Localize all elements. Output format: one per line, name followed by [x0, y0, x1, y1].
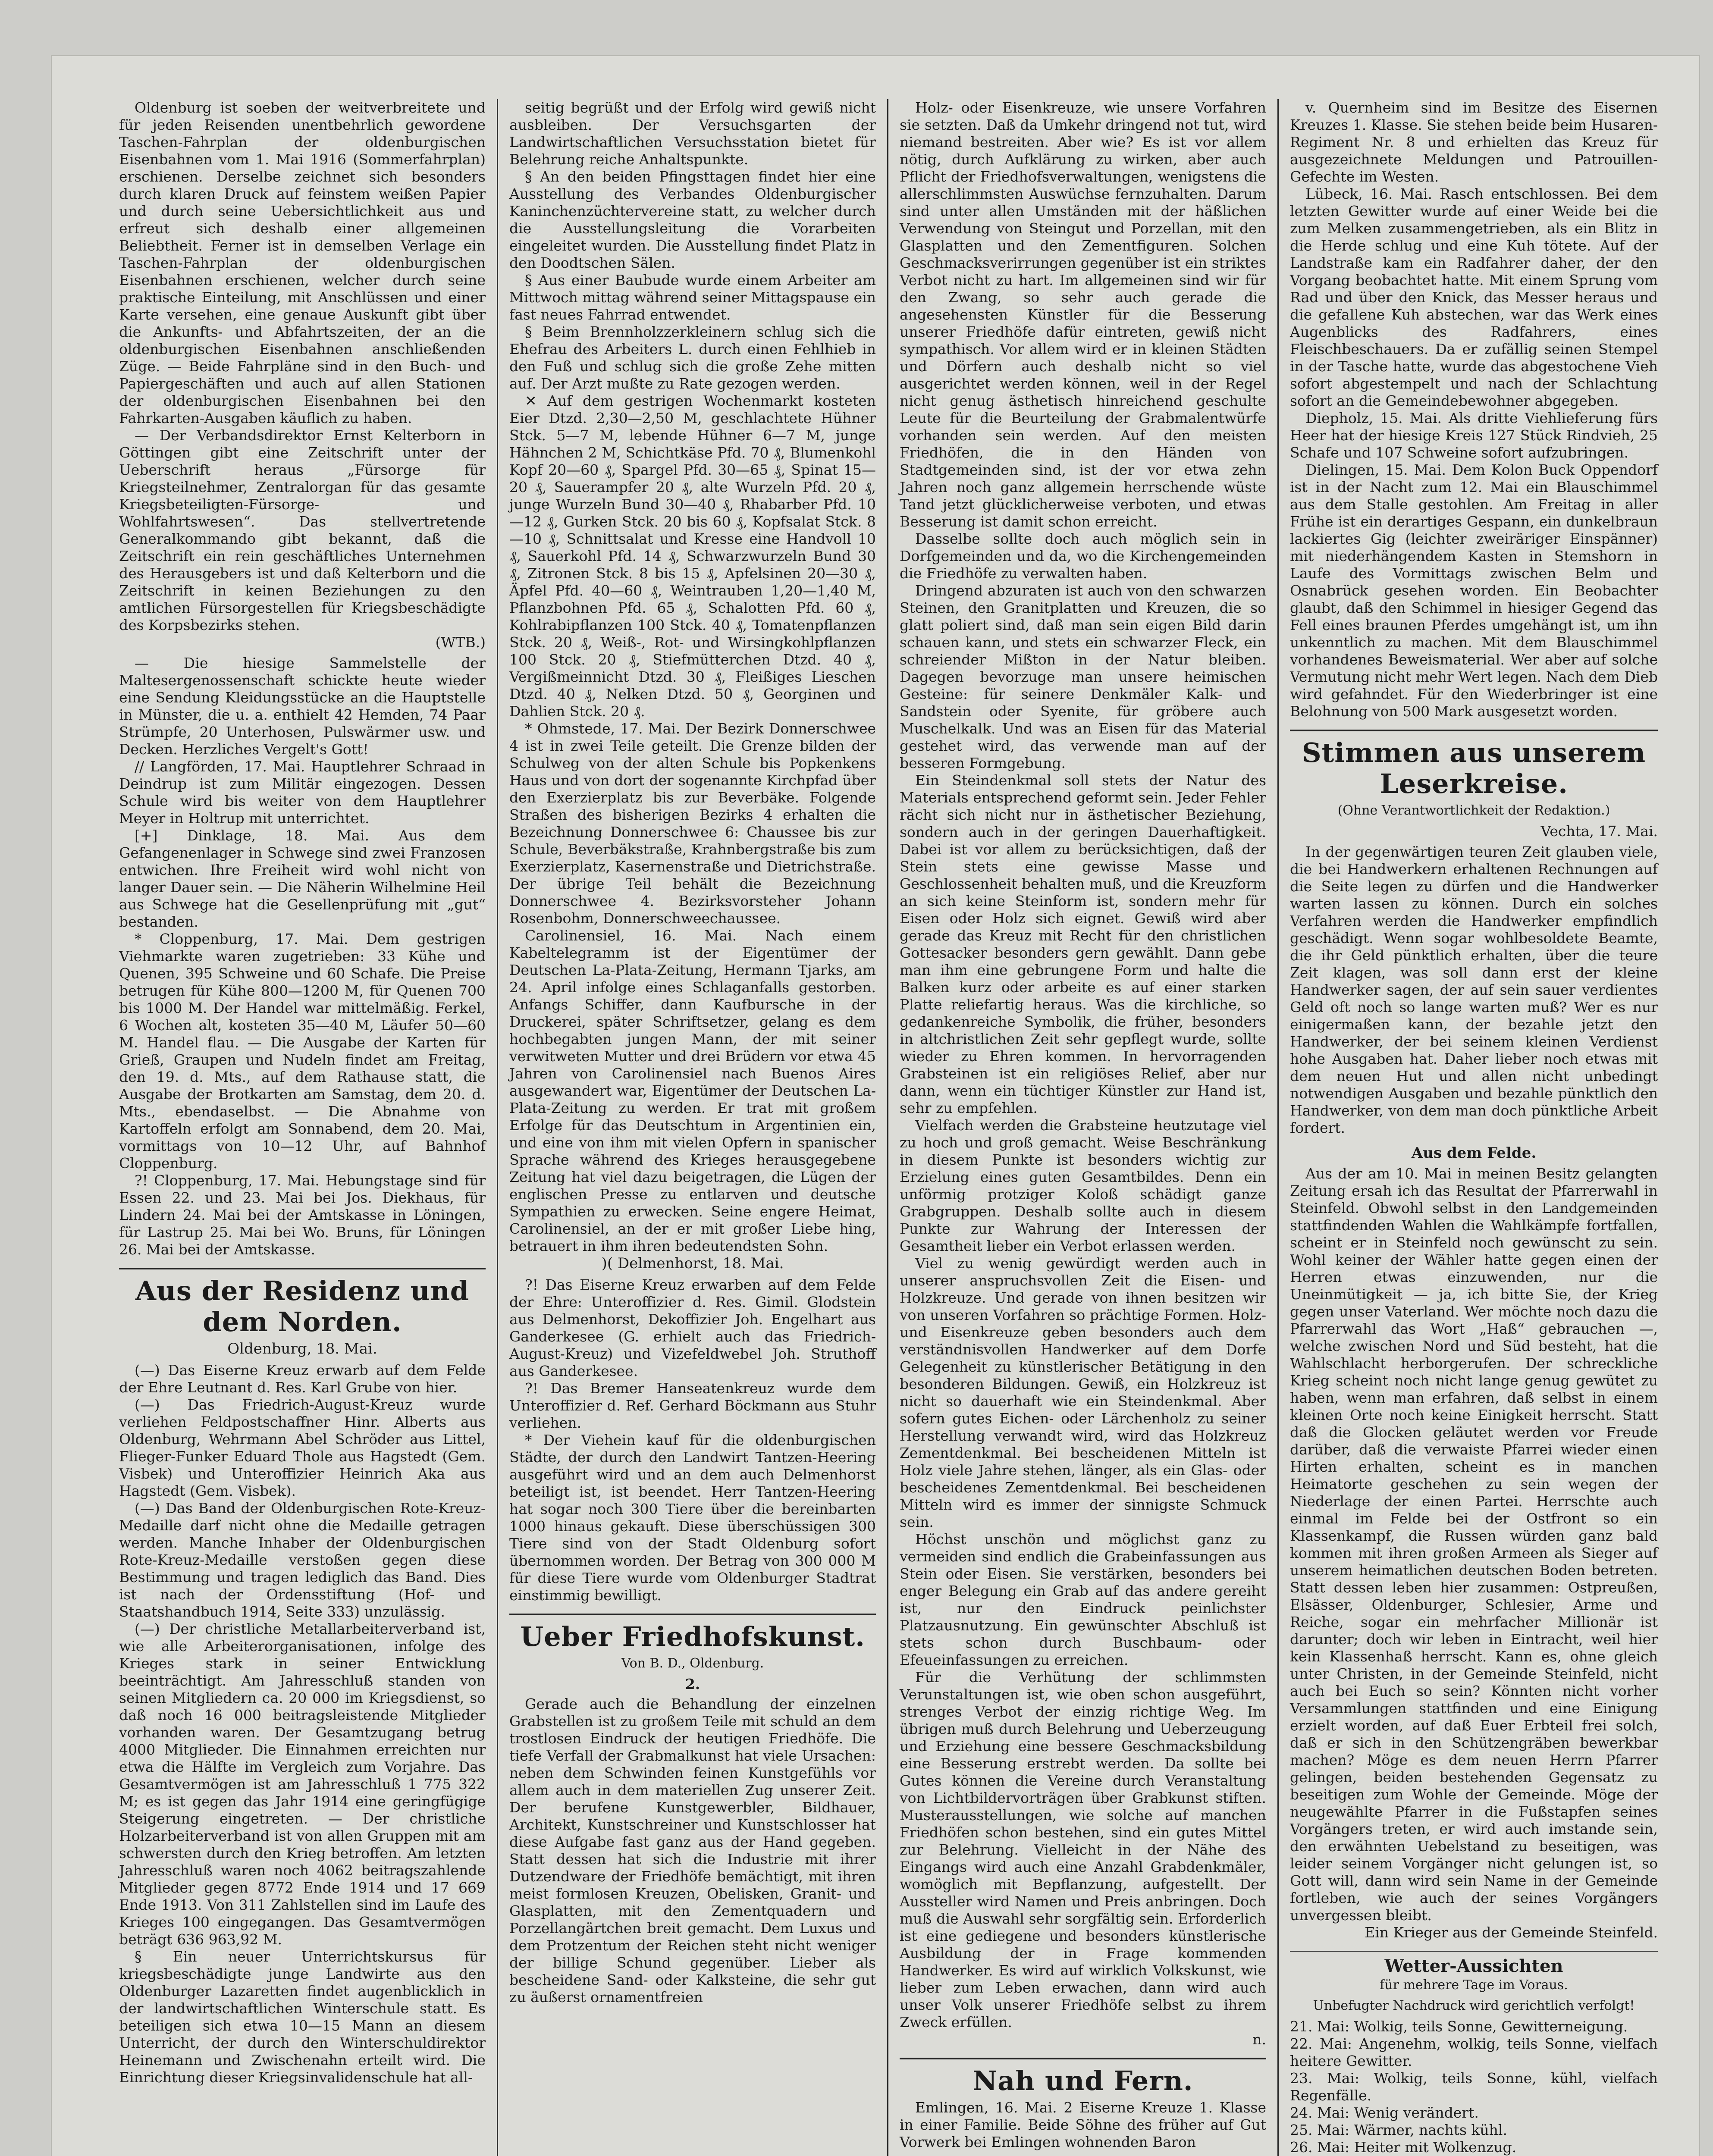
subheading: (Ohne Verantwortlichkeit der Redaktion.): [1337, 803, 1610, 818]
dateline: Oldenburg, 18. Mai.: [227, 1340, 377, 1357]
article-text: Holz- oder Eisenkreuze, wie unsere Vorfahren sie setzten. Daß da Umkehr dringend not tut, wird niemand bestreiten. Aber wie? Es ist vor allem nötig, durch Aufklärung zu wirken, aber auch Pflicht der Friedhofsverwaltungen, wenigstens die allerschlimmsten Auswüchse fernzuhalten. Darum sind unter allen Umständen mit der häßlichen Verwendung von Steingut und Porzellan, mit den Glasplatten und den Zementfiguren. Solchen Geschmacksverirrungen gegenüber ist ein striktes Verbot nicht zu hart. Im allgemeinen sind wir für den Zwang, so sehr auch gerade die angesehensten Künstler für die Besserung unserer Friedhöfe dafür eintreten, gewiß nicht sympathisch. Vor allem wird er in kleinen Städten und Dörfern auch deshalb nicht so viel ausgerichtet werden können, weil in der Regel nicht genug ästhetisch hinreichend geschulte Leute für die Beurteilung der Grabmalentwürfe vorhanden sein werden. Auf den meisten Friedhöfen, die in den Händen von Stadtgemeinden sind, ist der vor etwa zehn Jahren noch ganz allgemein herrschende wüste Tand jetzt glücklicherweise verboten, und etwas Besserung ist damit schon erreicht.: [900, 99, 1266, 530]
article-text: ✕ Auf dem gestrigen Wochenmarkt kosteten Eier Dtzd. 2,30—2,50 M, geschlachtete Hühner Stck. 5—7 M, lebende Hühner 6—7 M, junge Hähnchen 2 M, Schichtkäse Pfd. 70 ₰, Blumenkohl Kopf 20—60 ₰, Spargel Pfd. 30—65 ₰, Spinat 15—20 ₰, Sauerampfer 20 ₰, alte Wurzeln Pfd. 20 ₰, junge Wurzeln Bund 30—40 ₰, Rhabarber Pfd. 10—12 ₰, Gurken Stck. 20 bis 60 ₰, Kopfsalat Stck. 8—10 ₰, Schnittsalat und Kresse eine Handvoll 10 ₰, Sauerkohl Pfd. 14 ₰, Schwarzwurzeln Bund 30 ₰, Zitronen Stck. 8 bis 15 ₰, Apfelsinen 20—30 ₰, Äpfel Pfd. 40—60 ₰, Weintrauben 1,20—1,40 M, Pflanzbohnen Pfd. 65 ₰, Schalotten Pfd. 60 ₰, Kohlrabipflanzen 100 Stck. 40 ₰, Tomatenpflanzen Stck. 20 ₰, Weiß-, Rot- und Wirsingkohlpflanzen 100 Stck. 20 ₰, Stiefmütterchen Dtzd. 40 ₰, Vergißmeinnicht Dtzd. 30 ₰, Fleißiges Lieschen Dtzd. 40 ₰, Nelken Dtzd. 50 ₰, Georginen und Dahlien Stck. 20 ₰.: [509, 392, 876, 720]
article-text: (—) Das Eiserne Kreuz erwarb auf dem Felde der Ehre Leutnant d. Res. Karl Grube von hier.: [119, 1362, 486, 1396]
article-text: [+] Dinklage, 18. Mai. Aus dem Gefangenenlager in Schwege sind zwei Franzosen entwichen. Ihre Freiheit wird wohl nicht von langer Dauer sein. — Die Näherin Wilhelmine Heil aus Schwege hat die Gesellenprüfung mit „gut“ bestanden.: [119, 827, 486, 930]
article-text: Ein Steindenkmal soll stets der Natur des Materials entsprechend geformt sein. Jeder Fehler rächt sich nicht nur in ästhetischer Beziehung, sondern auch in der geringen Dauerhaftigkeit. Dabei ist vor allem zu berücksichtigen, daß der Stein stets eine gewisse Masse und Geschlossenheit behalten muß, und die Kreuzform an sich keine Steinform ist, sondern mehr für Eisen oder Holz sich eignet. Gewiß wird aber gerade das Kreuz mit Recht für den christlichen Gottesacker besonders gern gewählt. Dann gebe man ihm eine gebrungene Form und halte die Balken kurz oder arbeite es auf einer starken Platte reliefartig heraus. Was die kirchliche, so gedankenreiche Symbolik, die früher, besonders in altchristlichen Zeit sehr gepflegt wurde, sollte wieder zu Ehren kommen. In hervorragenden Grabsteinen ist ein religiöses Relief, aber nur dann, wenn ein tüchtiger Künstler zur Hand ist, sehr zu empfehlen.: [900, 772, 1266, 1116]
part-number: 2.: [685, 1676, 700, 1692]
section-heading: Nah und Fern.: [973, 2065, 1193, 2096]
section-heading: Ueber Friedhofskunst.: [520, 1621, 865, 1652]
article-text: Gerade auch die Behandlung der einzelnen Grabstellen ist zu großem Teile mit schuld an dem trostlosen Eindruck der heutigen Friedhöfe. Die tiefe Verfall der Grabmalkunst hat viele Ursachen: neben dem Schwinden feinen Kunstgefühls vor allem auch in dem materiellen Zug unserer Zeit. Der berufene Kunstgewerbler, Bildhauer, Architekt, Kunstschreiner und Kunstschlosser hat diese Aufgabe fast ganz aus der Hand gegeben. Statt dessen hat sich die Industrie mit ihrer Dutzendware der Friedhöfe bemächtigt, mit ihren meist formlosen Kreuzen, Obelisken, Granit- und Glasplatten, mit den Zementquadern und Porzellangärtchen breit gemacht. Dem Luxus und dem Protzentum der Reichen steht nicht weniger der billige Schund gegenüber. Lieber als bescheidene Sand- oder Kalksteine, die sehr gut zu äußerst ornamentfreien: [509, 1695, 876, 2006]
article-text: (—) Der christliche Metallarbeiterverband ist, wie alle Arbeiterorganisationen, infolge des Krieges stark in seiner Entwicklung beeinträchtigt. Am Jahresschluß standen von seinen Mitgliedern ca. 20 000 im Kriegsdienst, so daß noch 16 000 beitragsleistende Mitglieder vorhanden waren. Der Gesamtzugang betrug 4000 Mitglieder. Die Einnahmen erreichten nur etwa die Hälfte im Vergleich zum Vorjahre. Das Gesamtvermögen ist am Jahresschluß 1 775 322 M; es ist gegen das Jahr 1914 eine geringfügige Steigerung eingetreten. — Der christliche Holzarbeiterverband ist von allen Gruppen mit am schwersten durch den Krieg betroffen. Am letzten Jahresschluß waren noch 4062 beitragszahlende Mitglieder gegen 8772 Ende 1914 und 17 669 Ende 1913. Von 311 Zahlstellen sind im Laufe des Krieges 100 eingegangen. Das Gesamtvermögen beträgt 636 963,92 M.: [119, 1620, 486, 1948]
divider: [900, 2058, 1266, 2059]
column-4: [1279, 99, 1669, 2156]
article-text: * Der Viehein kauf für die oldenburgischen Städte, der durch den Landwirt Tantzen-Heering ausgeführt wird und an dem auch Delmenhorst beteiligt ist, ist beendet. Herr Tantzen-Heering hat sogar noch 300 Tiere über die bereinbarten 1000 hinaus gekauft. Diese überschüssigen 300 Tiere sind von der Stadt Oldenburg sofort übernommen worden. Der Betrag von 300 000 M für diese Tiere wurde vom Oldenburger Stadtrat einstimmig bewilligt.: [509, 1432, 876, 1604]
forecast-item: 21. Mai: Wolkig, teils Sonne, Gewitterneigung.: [1290, 2018, 1628, 2035]
article-text: Aus der am 10. Mai in meinen Besitz gelangten Zeitung ersah ich das Resultat der Pfarrerwahl in Steinfeld. Obwohl selbst in den Landgemeinden stattfindenden Wahlen die Wahlkämpfe fortfallen, scheint er in Steinfeld noch gewünscht zu sein. Wohl keiner der Wähler hatte gegen einen der Herren etwas einzuwenden, nur die Uneinmütigkeit — ja, ich bitte Sie, der Krieg gegen unser Vaterland. Wer möchte noch dazu die Pfarrerwahl das Wort „Haß“ gebrauchen —, welche zwischen Nord und Süd besteht, hat die Wahlschlacht herborgerufen. Der schreckliche Krieg scheint noch nicht lange genug gewütet zu haben, wenn man erfahren, daß selbst in einem kleinen Orte noch keine Einigkeit herrscht. Statt daß die Glocken geläutet werden vor Freude darüber, daß die verwaiste Pfarrei wieder einen Hirten erhalten, scheint es in manchen Heimatorte geschehen zu sein wegen der Niederlage der einen Partei. Herrschte auch einmal im Felde bei der Ostfront so ein Klassenkampf, die Russen würden ganz bald kommen mit ihren großen Armeen als Sieger auf unserem heimatlichen deutschen Boden betreten. Statt dessen leben hier zusammen: Ostpreußen, Elsässer, Oldenburger, Schlesier, Arme und Reiche, sogar ein mehrfacher Millionär ist darunter; doch wir leben in Eintracht, weil hier kein Klassenhaß herrscht. Kann es, ohne gleich unter Christen, in der Gemeinde Steinfeld, nicht auch bei Euch so sein? Könnten nicht vorher Versammlungen stattfinden und eine Einigung erzielt worden, auf daß Euer Erbteil frei solch, daß er sich in den Schützengräben bewerkbar machen? Möge es dem neuen Herrn Pfarrer gelingen, beiden bestehenden Gegensatz zu beseitigen zum Wohle der Gemeinde. Möge der neugewählte Pfarrer in die Fußstapfen seines Vorgängers treten, er wird auch imstande sein, den erwähnten Uebelstand zu beseitigen, was leider seinem Vorgänger nicht gelungen ist, so Gott will, dann wird sein Name in der Gemeinde fortleben, wie auch der seines Vorgängers unvergessen bleibt.: [1290, 1165, 1658, 1924]
article-text: Dasselbe sollte doch auch möglich sein in Dorfgemeinden und da, wo die Kirchengemeinden die Friedhöfe zu verwalten haben.: [900, 530, 1266, 582]
article-text: (—) Das Friedrich-August-Kreuz wurde verliehen Feldpostschaffner Hinr. Alberts aus Oldenburg, Wehrmann Abel Schröder aus Littel, Flieger-Funker Eduard Thole aus Hagstedt (Gem. Visbek) und Unteroffizier Heinrich Aka aus Hagstedt (Gem. Visbek).: [119, 1396, 486, 1499]
article-text: — Der Verbandsdirektor Ernst Kelterborn in Göttingen gibt eine Zeitschrift unter der Ueberschrift heraus „Fürsorge für Kriegsteilnehmer, Zentralorgan für das gesamte Kriegsbeteiligten-Fürsorge- und Wohlfahrtswesen“. Das stellvertretende Generalkommando gibt bekannt, daß die Zeitschrift ein rein geschäftliches Unternehmen des Herausgebers ist und daß Kelterborn und die Zeitschrift in keinen Beziehungen zu den amtlichen Fürsorgestellen für Kriegsbeschädigte des Korpsbezirks stehen.: [119, 427, 486, 633]
column-1: [108, 99, 498, 2156]
byline: Von B. D., Oldenburg.: [621, 1656, 764, 1671]
article-text: Vielfach werden die Grabsteine heutzutage viel zu hoch und groß gemacht. Weise Beschränkung in diesem Punkte ist besonders wichtig zur Erzielung eines guten Gesamtbildes. Denn ein unförmig protziger Koloß schädigt ganze Grabgruppen. Deshalb sollte auch in diesem Punkte zur Wahrung der Interessen der Gesamtheit lieber ein Verbot erlassen werden.: [900, 1117, 1266, 1254]
article-signature: Ein Krieger aus der Gemeinde Steinfeld.: [1365, 1924, 1658, 1941]
forecast-subtitle: für mehrere Tage im Voraus.: [1380, 1977, 1568, 1993]
dateline: Vechta, 17. Mai.: [1540, 823, 1658, 840]
forecast-note: Unbefugter Nachdruck wird gerichtlich verfolgt!: [1313, 1998, 1635, 2013]
column-3: [888, 99, 1279, 2156]
divider: [1290, 730, 1658, 731]
article-text: * Ohmstede, 17. Mai. Der Bezirk Donnerschwee 4 ist in zwei Teile geteilt. Die Grenze bilden der Schulweg von der alten Schule bis Popkenkens Haus und von dort der sogenannte Kirchpfad über den Exerzierplatz bis zur Beverbäke. Folgende Straßen des bisherigen Bezirks 4 erhalten die Bezeichnung Donnerschwee 6: Chaussee bis zur Schule, Beverbäkstraße, Krahnbergstraße bis zum Exerzierplatz, Kasernenstraße und Dietrichstraße. Der übrige Teil behält die Bezeichnung Donnerschwee 4. Bezirksvorsteher Johann Rosenbohm, Donnerschweechaussee.: [509, 720, 876, 927]
article-text: In der gegenwärtigen teuren Zeit glauben viele, die bei Handwerkern erhaltenen Rechnungen auf die Seite legen zu dürfen und die Handwerker warten lassen zu können. Durch ein solches Verfahren werden die Handwerker empfindlich geschädigt. Wenn sogar wohlbesoldete Beamte, die ihr Geld pünktlich erhalten, über die teure Zeit klagen, was soll dann erst der kleine Handwerker sagen, der auf sein sauer verdientes Geld oft noch so lange warten muß? Wer es nur einigermaßen kann, der bezahle jetzt den Handwerker, der bei seinem kleinen Verdienst hohe Ausgaben hat. Daher lieber noch etwas mit dem neuen Hut und allen nicht unbedingt notwendigen Ausgaben und bezahle pünktlich den Handwerker, von dem man doch pünktliche Arbeit fordert.: [1290, 843, 1658, 1136]
article-text: Lübeck, 16. Mai. Rasch entschlossen. Bei dem letzten Gewitter wurde auf einer Weide bei die zum Melken zusammengetrieben, als ein Blitz in die Herde schlug und eine Kuh tötete. Auf der Landstraße kam ein Radfahrer daher, der den Vorgang beobachtet hatte. Mit einem Sprung vom Rad und über den Knick, das Messer heraus und die gefallene Kuh abstechen, war das Werk eines Augenblicks des Radfahrers, eines Fleischbeschauers. Da er zufällig seinen Stempel in der Tasche hatte, wurde das abgestochene Vieh sofort abgestempelt und nach der Schlachtung sofort an die Gemeindebewohner abgegeben.: [1290, 185, 1658, 409]
article-text: Carolinensiel, 16. Mai. Nach einem Kabeltelegramm ist der Eigentümer der Deutschen La-Plata-Zeitung, Hermann Tjarks, am 24. April infolge eines Schlaganfalls gestorben. Anfangs Schiffer, dann Kaufbursche in der Druckerei, später Schriftsetzer, gelang es dem hochbegabten jungen Mann, der mit seiner verwitweten Mutter und drei Brüdern vor etwa 45 Jahren von Carolinensiel nach Buenos Aires ausgewandert war, Eigentümer der Deutschen La-Plata-Zeitung zu werden. Er trat mit großem Erfolge für das Deutschtum in Argentinien ein, und eine von ihm mit vielen Opfern in spanischer Sprache während des Krieges herausgegebene Zeitung hat viel dazu beigetragen, die Lügen der englischen Presse zu entlarven und deutsche Sympathien zu erwecken. Seine engere Heimat, Carolinensiel, an der er mit großer Liebe hing, betrauert in ihm ihren bedeutendsten Sohn.: [509, 927, 876, 1254]
newspaper-page: [108, 99, 1699, 2156]
forecast-title: Wetter-Aussichten: [1384, 1956, 1563, 1976]
forecast-item: 25. Mai: Wärmer, nachts kühl.: [1290, 2122, 1507, 2138]
forecast-item: 24. Mai: Wenig verändert.: [1290, 2104, 1479, 2121]
article-text: Dielingen, 15. Mai. Dem Kolon Buck Oppendorf ist in der Nacht zum 12. Mai ein Blauschimmel aus dem Stalle gestohlen. Am Freitag in aller Frühe ist ein derartiges Gespann, ein dunkelbraun lackiertes Gig (leichter zweiräriger Einspänner) mit niederhängendem Kasten in Stemshorn in Laufe des Vormittags zwischen Belm und Osnabrück gesehen worden. Ein Beobachter glaubt, daß den Schimmel in hiesiger Gegend das Fell eines braunen Pferdes umgehängt ist, um ihn unkenntlich zu machen. Mit dem Blauschimmel vorhandenes Beweismaterial. Wer aber auf solche Vermutung nicht mehr Wert legen. Nach dem Dieb wird gefahndet. Für den Wiederbringer ist eine Belohnung von 500 Mark ausgesetzt worden.: [1290, 461, 1658, 720]
article-text: (—) Das Band der Oldenburgischen Rote-Kreuz-Medaille darf nicht ohne die Medaille getragen werden. Manche Inhaber der Oldenburgischen Rote-Kreuz-Medaille verstoßen gegen diese Bestimmung und tragen lediglich das Band. Dies ist nach der Ordensstiftung (Hof- und Staatshandbuch 1914, Seite 333) unzulässig.: [119, 1500, 486, 1620]
article-text: Für die Verhütung der schlimmsten Verunstaltungen ist, wie oben schon ausgeführt, strenges Verbot der einzig richtige Weg. Im übrigen muß durch Belehrung und Ueberzeugung und Erziehung eine bessere Geschmacksbildung eine Besserung erstrebt werden. Da sollte bei Gutes können die Vereine durch Veranstaltung von Lichtbildervorträgen über Grabkunst stiften. Musterausstellungen, wie solche auf manchen Friedhöfen schon bestehen, sind ein gutes Mittel zur Belehrung. Vielleicht in der Nähe des Eingangs wird auch eine Anzahl Grabdenkmäler, womöglich mit Bepflanzung, aufgestellt. Der Aussteller wird Namen und Preis anbringen. Doch muß die Auswahl sehr sorgfältig sein. Erforderlich ist eine gediegene und besonders künstlerische Ausbildung der in Frage kommenden Handwerker. Es wird auf wirklich Volkskunst, wie lieber zum Leben erwachen, dann wird auch unser Volk unserer Friedhöfe selbst zu ihrem Zweck erfüllen.: [900, 1669, 1266, 2031]
dateline: )( Delmenhorst, 18. Mai.: [601, 1255, 784, 1272]
section-heading: Stimmen aus unserem Leserkreise.: [1302, 737, 1646, 799]
column-2: [498, 99, 888, 2156]
article-heading: Aus dem Felde.: [1411, 1144, 1537, 1162]
divider: [119, 1268, 486, 1269]
article-text: Oldenburg ist soeben der weitverbreitete und für jeden Reisenden unentbehrlich gewordene Taschen-Fahrplan der oldenburgischen Eisenbahnen vom 1. Mai 1916 (Sommerfahrplan) erschienen. Derselbe zeichnet sich besonders durch klaren Druck auf feinstem weißen Papier und durch seine Uebersichtlichkeit aus und erfreut sich deshalb einer allgemeinen Beliebtheit. Ferner ist in demselben Verlage ein Taschen-Fahrplan der oldenburgischen Eisenbahnen erschienen, welcher durch seine praktische Einteilung, mit Anschlüssen und einer Karte versehen, eine genaue Auskunft gibt über die Ankunfts- und Abfahrtszeiten, der an die oldenburgischen Eisenbahnen anschließenden Züge. — Beide Fahrpläne sind in den Buch- und Papiergeschäften und auch auf allen Stationen der oldenburgischen Eisenbahnen bei den Fahrkarten-Ausgaben käuflich zu haben.: [119, 99, 486, 426]
divider: [1290, 1951, 1658, 1952]
article-text: seitig begrüßt und der Erfolg wird gewiß nicht ausbleiben. Der Versuchsgarten der Landwirtschaftlichen Versuchsstation bietet für Belehrung reiche Anhaltspunkte.: [509, 99, 876, 168]
article-signature: (WTB.): [435, 634, 486, 651]
article-text: — Die hiesige Sammelstelle der Maltesergenossenschaft schickte heute wieder eine Sendung Kleidungsstücke an die Hauptstelle in Münster, die u. a. enthielt 42 Hemden, 74 Paar Strümpfe, 20 Unterhosen, Pulswärmer usw. und Decken. Herzliches Vergelt's Gott!: [119, 655, 486, 758]
article-text: § An den beiden Pfingsttagen findet hier eine Ausstellung des Verbandes Oldenburgischer Kaninchenzüchtervereine statt, zu welcher durch die Ausstellungsleitung die Vorarbeiten eingeleitet wurden. Die Ausstellung findet Platz in den Doodtschen Sälen.: [509, 168, 876, 271]
article-text: Emlingen, 16. Mai. 2 Eiserne Kreuze 1. Klasse in einer Familie. Beide Söhne des früher auf Gut Vorwerk bei Emlingen wohnenden Baron: [900, 2099, 1266, 2150]
article-text: // Langförden, 17. Mai. Hauptlehrer Schraad in Deindrup ist zum Militär eingezogen. Dessen Schule wird bis weiter von dem Hauptlehrer Meyer in Holtrup mit unterrichtet.: [119, 758, 486, 827]
forecast-item: 22. Mai: Angenehm, wolkig, teils Sonne, vielfach heitere Gewitter.: [1290, 2035, 1658, 2069]
article-text: § Aus einer Baubude wurde einem Arbeiter am Mittwoch mittag während seiner Mittagspause ein fast neues Fahrrad entwendet.: [509, 272, 876, 323]
article-text: v. Quernheim sind im Besitze des Eisernen Kreuzes 1. Klasse. Sie stehen beide beim Husaren-Regiment Nr. 8 und erhielten das Kreuz für ausgezeichnete Meldungen und Patrouillen-Gefechte im Westen.: [1290, 99, 1658, 185]
forecast-item: 23. Mai: Wolkig, teils Sonne, kühl, vielfach Regenfälle.: [1290, 2070, 1658, 2104]
article-text: ?! Das Eiserne Kreuz erwarben auf dem Felde der Ehre: Unteroffizier d. Res. Gimil. Glodstein aus Delmenhorst, Dekoffizier Joh. Engelhart aus Ganderkesee (G. erhielt auch das Friedrich-August-Kreuz) und Vizefeldwebel Joh. Struthoff aus Ganderkesee.: [509, 1276, 876, 1379]
article-text: ?! Cloppenburg, 17. Mai. Hebungstage sind für Essen 22. und 23. Mai bei Jos. Diekhaus, für Lindern 24. Mai bei der Amtskasse in Löningen, für Lastrup 25. Mai bei Wo. Bruns, für Löningen 26. Mai bei der Amtskasse.: [119, 1172, 486, 1258]
article-text: § Ein neuer Unterrichtskursus für kriegsbeschädigte junge Landwirte aus den Oldenburger Lazaretten findet augenblicklich in der landwirtschaftlichen Winterschule statt. Es beteiligen sich etwa 10—15 Mann an diesem Unterricht, der durch den Winterschuldirektor Heinemann und Zwischenahn erteilt wird. Die Einrichtung dieser Kriegsinvalidenschule hat all-: [119, 1948, 486, 2086]
article-text: Höchst unschön und möglichst ganz zu vermeiden sind endlich die Grabeinfassungen aus Stein oder Eisen. Sie verstärken, besonders bei enger Belegung ein Grab auf das andere gereiht ist, nur den Eindruck peinlichster Platzausnutzung. Ein gewünschter Abschluß ist stets schon durch Buschbaum- oder Efeueinfassungen zu erreichen.: [900, 1531, 1266, 1668]
article-text: § Beim Brennholzzerkleinern schlug sich die Ehefrau des Arbeiters L. durch einen Fehlhieb in den Fuß und schlug sich die große Zehe mitten auf. Der Arzt mußte zu Rate gezogen werden.: [509, 323, 876, 392]
section-heading: Aus der Residenz und dem Norden.: [135, 1275, 470, 1338]
article-signature: n.: [1252, 2031, 1266, 2048]
article-text: ?! Das Bremer Hanseatenkreuz wurde dem Unteroffizier d. Ref. Gerhard Böckmann aus Stuhr verliehen.: [509, 1380, 876, 1431]
article-text: Dringend abzuraten ist auch von den schwarzen Steinen, den Granitplatten und Kreuzen, die so glatt poliert sind, daß man sein eigen Bild darin schauen kann, und stets ein schwarzer Fleck, ein schreiender Mißton in der Natur bleiben. Dagegen bevorzuge man unsere heimischen Gesteine: für seinere Denkmäler Kalk- und Sandstein oder Syenite, für gröbere auch Muschelkalk. Und was an Eisen für das Material gestehet wird, das verwende man auf der besseren Formgebung.: [900, 582, 1266, 771]
forecast-item: 26. Mai: Heiter mit Wolkenzug.: [1290, 2139, 1517, 2156]
article-text: * Cloppenburg, 17. Mai. Dem gestrigen Viehmarkte waren zugetrieben: 33 Kühe und Quenen, 395 Schweine und 60 Schafe. Die Preise betrugen für Kühe 800—1200 M, für Quenen 700 bis 1000 M. Der Handel war mittelmäßig. Ferkel, 6 Wochen alt, kosteten 35—40 M, Läufer 50—60 M. Handel flau. — Die Ausgabe der Karten für Grieß, Graupen und Nudeln findet am Freitag, den 19. d. Mts., auf dem Rathause statt, die Ausgabe der Brotkarten am Samstag, dem 20. d. Mts., ebendaselbst. — Die Abnahme von Kartoffeln erfolgt am Sonnabend, dem 20. Mai, vormittags von 10—12 Uhr, auf Bahnhof Cloppenburg.: [119, 931, 486, 1172]
article-text: Viel zu wenig gewürdigt werden auch in unserer anspruchsvollen Zeit die Eisen- und Holzkreuze. Und gerade von ihnen besitzen wir von unseren Vorfahren so prächtige Formen. Holz- und Eisenkreuze geben besonders auch dem verständnisvollen Handwerker auf dem Dorfe Gelegenheit zu künstlerischer Betätigung in den besonderen Bildungen. Gewiß, ein Holzkreuz ist nicht so dauerhaft wie ein Steindenkmal. Aber sofern gutes Eichen- oder Lärchenholz zu seiner Herstellung verwandt wird, wird das Holzkreuz Zementdenkmal. Bei bescheidenen Mitteln ist Holz viele Jahre stehen, länger, als ein Glas- oder bescheidenes Zementdenkmal. Bei bescheidenen Mitteln wird es immer der sinnigste Schmuck sein.: [900, 1255, 1266, 1530]
divider: [509, 1614, 876, 1615]
article-text: Diepholz, 15. Mai. Als dritte Viehlieferung fürs Heer hat der hiesige Kreis 127 Stück Rindvieh, 25 Schafe und 107 Schweine sofort aufzubringen.: [1290, 410, 1658, 461]
